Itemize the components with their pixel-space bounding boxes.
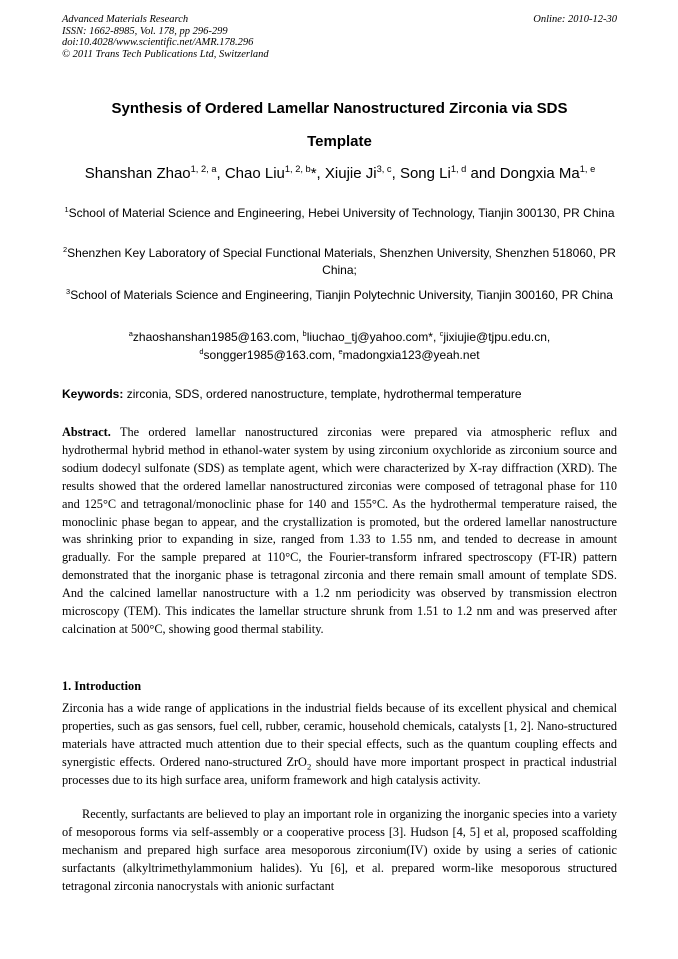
author-affiliation-mark: 3, c	[376, 164, 392, 174]
author-affiliation-mark: 1, 2, a	[190, 164, 217, 174]
email-mark: a	[128, 329, 133, 338]
affiliation-text: School of Material Science and Engineering, Hebei University of Technology, Tianjin 300130, PR China	[68, 206, 615, 220]
copyright-line: © 2011 Trans Tech Publications Ltd, Switzerland	[62, 48, 269, 60]
affiliation-number: 1	[64, 205, 69, 214]
email-mark: d	[199, 347, 204, 356]
email-address[interactable]: jixiujie@tjpu.edu.cn,	[443, 330, 551, 344]
paragraph-text: should have more important prospect in practical industrial processes due to its high surface area, uniform framework and high catalysis activity.	[62, 754, 617, 787]
doi-line[interactable]: doi:10.4028/www.scientific.net/AMR.178.296	[62, 37, 254, 48]
email-address[interactable]: songger1985@163.com,	[203, 348, 339, 362]
affiliation-2	[62, 245, 617, 279]
email-address[interactable]: madongxia123@yeah.net	[342, 348, 480, 362]
title-line-2: Template	[307, 133, 372, 150]
author-name: Dongxia Ma	[499, 165, 580, 182]
email-address[interactable]: zhaoshanshan1985@163.com,	[132, 330, 303, 344]
affiliation-text: School of Materials Science and Engineering, Tianjin Polytechnic University, Tianjin 300160, PR China	[70, 288, 613, 302]
author-affiliation-mark: 1, d	[450, 164, 467, 174]
subscript: 2	[306, 761, 312, 772]
author-name: Song Li	[399, 165, 451, 182]
journal-header	[62, 14, 617, 60]
email-mark: c	[439, 329, 444, 338]
title-line-1: Synthesis of Ordered Lamellar Nanostructured Zirconia via SDS	[111, 100, 568, 117]
intro-paragraph-1	[62, 700, 617, 790]
journal-name: Advanced Materials Research	[62, 14, 189, 25]
affiliation-text: Shenzhen Key Laboratory of Special Functional Materials, Shenzhen University, Shenzhen 518060, PR China;	[67, 246, 616, 277]
author-separator: *,	[310, 165, 325, 182]
online-date: Online: 2010-12-30	[533, 14, 617, 25]
issn-line: ISSN: 1662-8985, Vol. 178, pp 296-299	[62, 25, 228, 37]
intro-paragraph-2: Recently, surfactants are believed to play an important role in organizing the inorganic species into a variety of mesoporous forms via self-assembly or a cooperative process [3]. Hudson [4, 5] et al, proposed scaffolding mechanism and prepared high surface area mesoporous zirconium(IV) oxide by using a series of cationic surfactants (alkyltrimethylammonium halides). Yu [6], et al. prepared worm-like mesoporous structured tetragonal zirconia nanocrystals with anionic surfactant	[62, 807, 617, 893]
author-name: Shanshan Zhao	[84, 165, 191, 182]
keywords	[62, 386, 617, 402]
author-list	[40, 164, 640, 184]
abstract-label: Abstract.	[62, 425, 111, 439]
affiliation-number: 3	[66, 287, 71, 296]
abstract-text: The ordered lamellar nanostructured zirconias were prepared via atmospheric reflux and hydrothermal hybrid method in ethanol-water system by using zirconium oxychloride as zirconium source and sodium dodecyl sulfonate (SDS) as template agent, which were characterized by X-ray diffraction (XRD). The results showed that the ordered lamellar nanostructured zirconias were composed of tetragonal phase for 110 and 125°C and tetragonal/monoclinic phase for 140 and 155°C. As the hydrothermal temperature raised, the monoclinic phase began to appear, and the crystallization is promoted, but the ordered lamellar nanostructure was shrinking prior to expanding in size, ranged from 1.33 to 1.55 nm, and tended to decrease in amount gradually. For the sample prepared at 110°C, the Fourier-transform infrared spectroscopy (FT-IR) pattern demonstrated that the inorganic phase is tetragonal zirconia and there remain small amount of template SDS. And the calcined lamellar nanostructure with a 1.2 nm periodicity was observed by transmission electron microscopy (TEM). This indicates the lamellar structure shrunk from 1.51 to 1.2 nm and was preserved after calcination at 500°C, showing good thermal stability.	[62, 425, 617, 636]
paragraph-text: Zirconia has a wide range of applications in the industrial fields because of its excellent physical and chemical properties, such as gas sensors, fuel cell, rubber, ceramic, household chemicals, catalysts [1, 2]. Nano-structured materials have attracted much attention due to their special effects, such as the quantum coupling effects and synergistic effects. Ordered nano-structured ZrO	[62, 701, 617, 769]
paper-title	[62, 92, 617, 158]
author-affiliation-mark: 1, 2, b	[284, 164, 311, 174]
abstract	[62, 424, 617, 639]
author-name: Xiujie Ji	[324, 165, 377, 182]
author-separator: and	[466, 165, 500, 182]
section-heading: 1. Introduction	[62, 679, 142, 693]
keywords-label: Keywords:	[62, 387, 124, 401]
affiliation-1	[62, 205, 617, 222]
email-mark: e	[338, 347, 343, 356]
email-mark: b	[302, 329, 307, 338]
affiliation-3	[62, 287, 617, 304]
author-separator: ,	[216, 165, 225, 182]
author-separator: ,	[391, 165, 400, 182]
email-list	[62, 328, 617, 364]
keywords-text: zirconia, SDS, ordered nanostructure, template, hydrothermal temperature	[123, 387, 522, 401]
author-name: Chao Liu	[224, 165, 285, 182]
email-address[interactable]: liuchao_tj@yahoo.com*,	[306, 330, 440, 344]
author-affiliation-mark: 1, e	[579, 164, 596, 174]
affiliation-number: 2	[63, 245, 68, 254]
